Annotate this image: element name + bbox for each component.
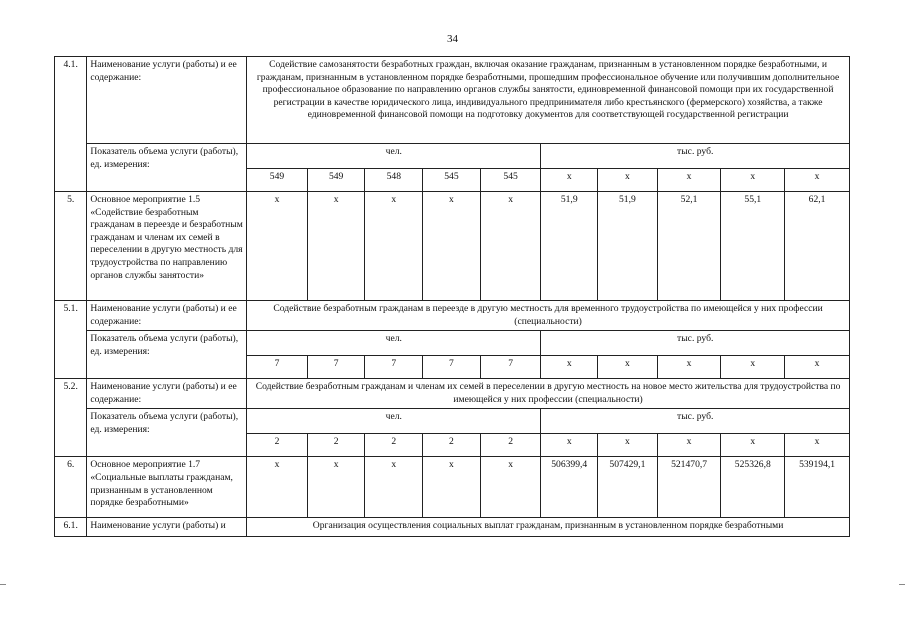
table-cell: 2	[247, 434, 308, 457]
indicator-label: Показатель объема услуги (работы), ед. измерения:	[87, 409, 247, 457]
table-cell: x	[480, 457, 541, 518]
table-cell: 521470,7	[657, 457, 721, 518]
table-cell: 2	[307, 434, 365, 457]
table-cell: x	[541, 434, 598, 457]
service-name-label: Наименование услуги (работы) и	[87, 518, 247, 537]
table-cell: 7	[247, 356, 308, 379]
page-edge-mark	[0, 584, 6, 585]
unit-people: чел.	[247, 331, 541, 356]
table-cell: 7	[307, 356, 365, 379]
row-number: 4.1.	[55, 57, 87, 192]
table-cell: 51,9	[541, 192, 598, 301]
table-cell: 7	[365, 356, 423, 379]
row-number: 5.	[55, 192, 87, 301]
table-cell: x	[785, 356, 850, 379]
page-edge-mark	[899, 584, 905, 585]
table-cell: 7	[423, 356, 481, 379]
unit-people: чел.	[247, 409, 541, 434]
table-row	[55, 331, 850, 356]
table-row	[55, 301, 850, 331]
indicator-label: Показатель объема услуги (работы), ед. измерения:	[87, 144, 247, 192]
table-cell: 549	[307, 169, 365, 192]
table-cell: x	[598, 434, 658, 457]
unit-thousand-rub: тыс. руб.	[541, 144, 850, 169]
table-row	[55, 192, 850, 301]
service-description: Содействие безработным гражданам в переезде в другую местность для временного трудоустройства по имеющейся у них профессии (специальности)	[247, 301, 850, 331]
table-cell: 7	[480, 356, 541, 379]
table-cell: 539194,1	[785, 457, 850, 518]
service-description: Содействие самозанятости безработных граждан, включая оказание гражданам, признанным в установленном порядке безработными, и гражданам, признанным в установленном порядке безработными, прошедшим профессиональное обучение или получившим дополнительное профессиональное образование по направлению органов службы занятости, единовременной финансовой помощи при их государственной регистрации в качестве юридического лица, индивидуального предпринимателя либо крестьянского (фермерского) хозяйства, а также единовременной финансовой помощи на подготовку документов для соответствующей государственной регистрации	[247, 57, 850, 144]
table-cell: x	[480, 192, 541, 301]
row-number: 6.	[55, 457, 87, 518]
indicator-label: Показатель объема услуги (работы), ед. измерения:	[87, 331, 247, 379]
table-cell: x	[721, 356, 785, 379]
row-number: 6.1.	[55, 518, 87, 537]
table-cell: x	[307, 457, 365, 518]
table-row	[55, 57, 850, 144]
table-cell: x	[423, 192, 481, 301]
table-cell: 51,9	[598, 192, 658, 301]
table-row	[55, 409, 850, 434]
table-cell: x	[541, 356, 598, 379]
table-cell: x	[307, 192, 365, 301]
service-name-label: Наименование услуги (работы) и ее содержание:	[87, 379, 247, 409]
table-row	[55, 518, 850, 537]
table-cell: 2	[423, 434, 481, 457]
table-cell: 525326,8	[721, 457, 785, 518]
table-cell: 549	[247, 169, 308, 192]
table-cell: x	[657, 169, 721, 192]
unit-thousand-rub: тыс. руб.	[541, 331, 850, 356]
table-cell: x	[657, 434, 721, 457]
table-cell: x	[541, 169, 598, 192]
table-cell: 545	[480, 169, 541, 192]
table-cell: 506399,4	[541, 457, 598, 518]
page-number: 34	[447, 33, 458, 45]
table-cell: 2	[480, 434, 541, 457]
unit-thousand-rub: тыс. руб.	[541, 409, 850, 434]
table-cell: 55,1	[721, 192, 785, 301]
table-cell: x	[721, 434, 785, 457]
table-cell: x	[785, 169, 850, 192]
service-name-label: Наименование услуги (работы) и ее содержание:	[87, 57, 247, 144]
table-row	[55, 379, 850, 409]
table-cell: 507429,1	[598, 457, 658, 518]
table-cell: x	[598, 356, 658, 379]
service-name-label: Наименование услуги (работы) и ее содержание:	[87, 301, 247, 331]
table-cell: x	[365, 192, 423, 301]
table-cell: 62,1	[785, 192, 850, 301]
activity-name: Основное мероприятие 1.5 «Содействие безработным гражданам в переезде и безработным гражданам и членам их семей в переселении в другую местность для трудоустройства по направлению органов службы занятости»	[87, 192, 247, 301]
table-row	[55, 457, 850, 518]
activity-name: Основное мероприятие 1.7 «Социальные выплаты гражданам, признанным в установленном порядке безработными»	[87, 457, 247, 518]
table-cell: x	[657, 356, 721, 379]
table-cell: 545	[423, 169, 481, 192]
row-number: 5.2.	[55, 379, 87, 457]
unit-people: чел.	[247, 144, 541, 169]
table-cell: 2	[365, 434, 423, 457]
service-description: Организация осуществления социальных выплат гражданам, признанным в установленном порядке безработными	[247, 518, 850, 537]
table-cell: x	[721, 169, 785, 192]
table-cell: x	[365, 457, 423, 518]
table-cell: x	[247, 457, 308, 518]
program-table	[54, 56, 850, 537]
table-cell: x	[423, 457, 481, 518]
table-cell: x	[598, 169, 658, 192]
table-cell: 52,1	[657, 192, 721, 301]
table-cell: 548	[365, 169, 423, 192]
service-description: Содействие безработным гражданам и членам их семей в переселении в другую местность на новое место жительства для трудоустройства по имеющейся у них профессии (специальности)	[247, 379, 850, 409]
table-cell: x	[785, 434, 850, 457]
table-row	[55, 144, 850, 169]
table-cell: x	[247, 192, 308, 301]
row-number: 5.1.	[55, 301, 87, 379]
